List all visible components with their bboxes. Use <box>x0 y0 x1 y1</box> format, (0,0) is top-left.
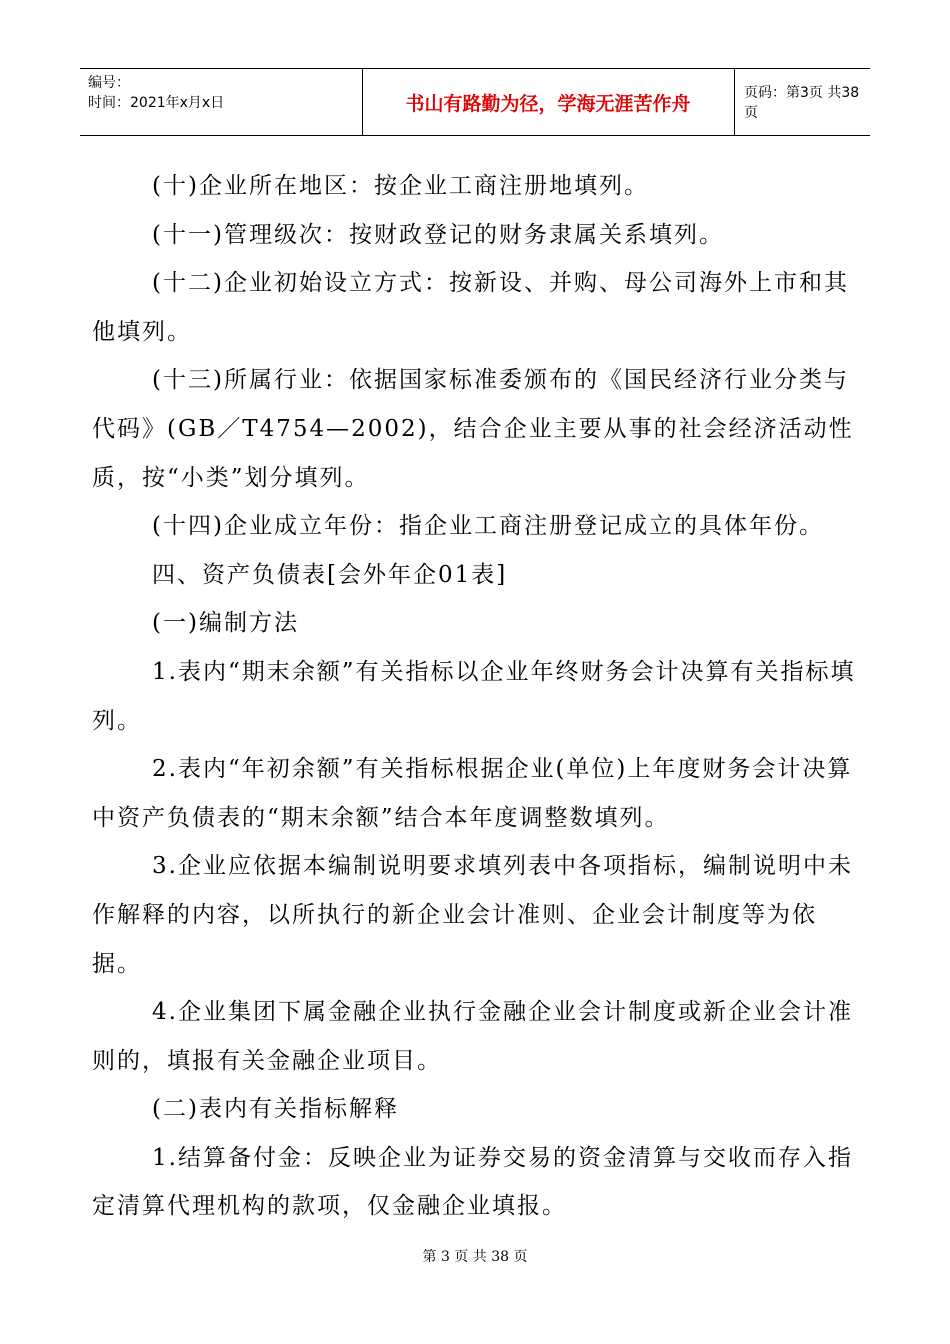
document-number-label: 编号： <box>88 75 130 91</box>
header-divider <box>734 69 735 135</box>
paragraph: (一)编制方法 <box>152 610 299 637</box>
paragraph: 2.表内“年初余额”有关指标根据企业(单位)上年度财务会计决算中资产负债表的“期末余额”结合本年度调整数填列。 <box>92 756 853 831</box>
paragraph: (十)企业所在地区：按企业工商注册地填列。 <box>152 173 649 199</box>
paragraph: 1.表内“期末余额”有关指标以企业年终财务会计决算有关指标填列。 <box>92 658 856 734</box>
document-body <box>92 162 862 1231</box>
header-motto: 书山有路勤为径，学海无涯苦作舟 <box>405 92 691 115</box>
paragraph: (十三)所属行业：依据国家标准委颁布的《国民经济行业分类与代码》(GB／T4754—2002)，结合企业主要从事的社会经济活动性质，按“小类”划分填列。 <box>92 367 854 491</box>
paragraph: (二)表内有关指标解释 <box>152 1096 399 1123</box>
document-date: 时间：2021年x月x日 <box>88 95 225 111</box>
paragraph: 3.企业应依据本编制说明要求填列表中各项指标，编制说明中未作解释的内容，以所执行的新企业会计准则、企业会计制度等为依据。 <box>92 853 853 977</box>
page-header <box>80 68 870 136</box>
paragraph: (十二)企业初始设立方式：按新设、并购、母公司海外上市和其他填列。 <box>92 270 849 345</box>
paragraph: 4.企业集团下属金融企业执行金融企业会计制度或新企业会计准则的，填报有关金融企业项目。 <box>92 999 853 1074</box>
paragraph: 四、资产负债表[会外年企01表] <box>152 561 508 588</box>
header-meta <box>88 73 224 113</box>
paragraph: 1.结算备付金：反映企业为证券交易的资金清算与交收而存入指定清算代理机构的款项，仅金融企业填报。 <box>92 1144 853 1220</box>
page-footer: 第 3 页 共 38 页 <box>422 1249 528 1265</box>
paragraph: (十四)企业成立年份：指企业工商注册登记成立的具体年份。 <box>152 513 824 540</box>
header-divider <box>362 69 363 135</box>
header-page-info: 页码：第3页 共38页 <box>744 85 860 121</box>
paragraph: (十一)管理级次：按财政登记的财务隶属关系填列。 <box>152 221 724 248</box>
